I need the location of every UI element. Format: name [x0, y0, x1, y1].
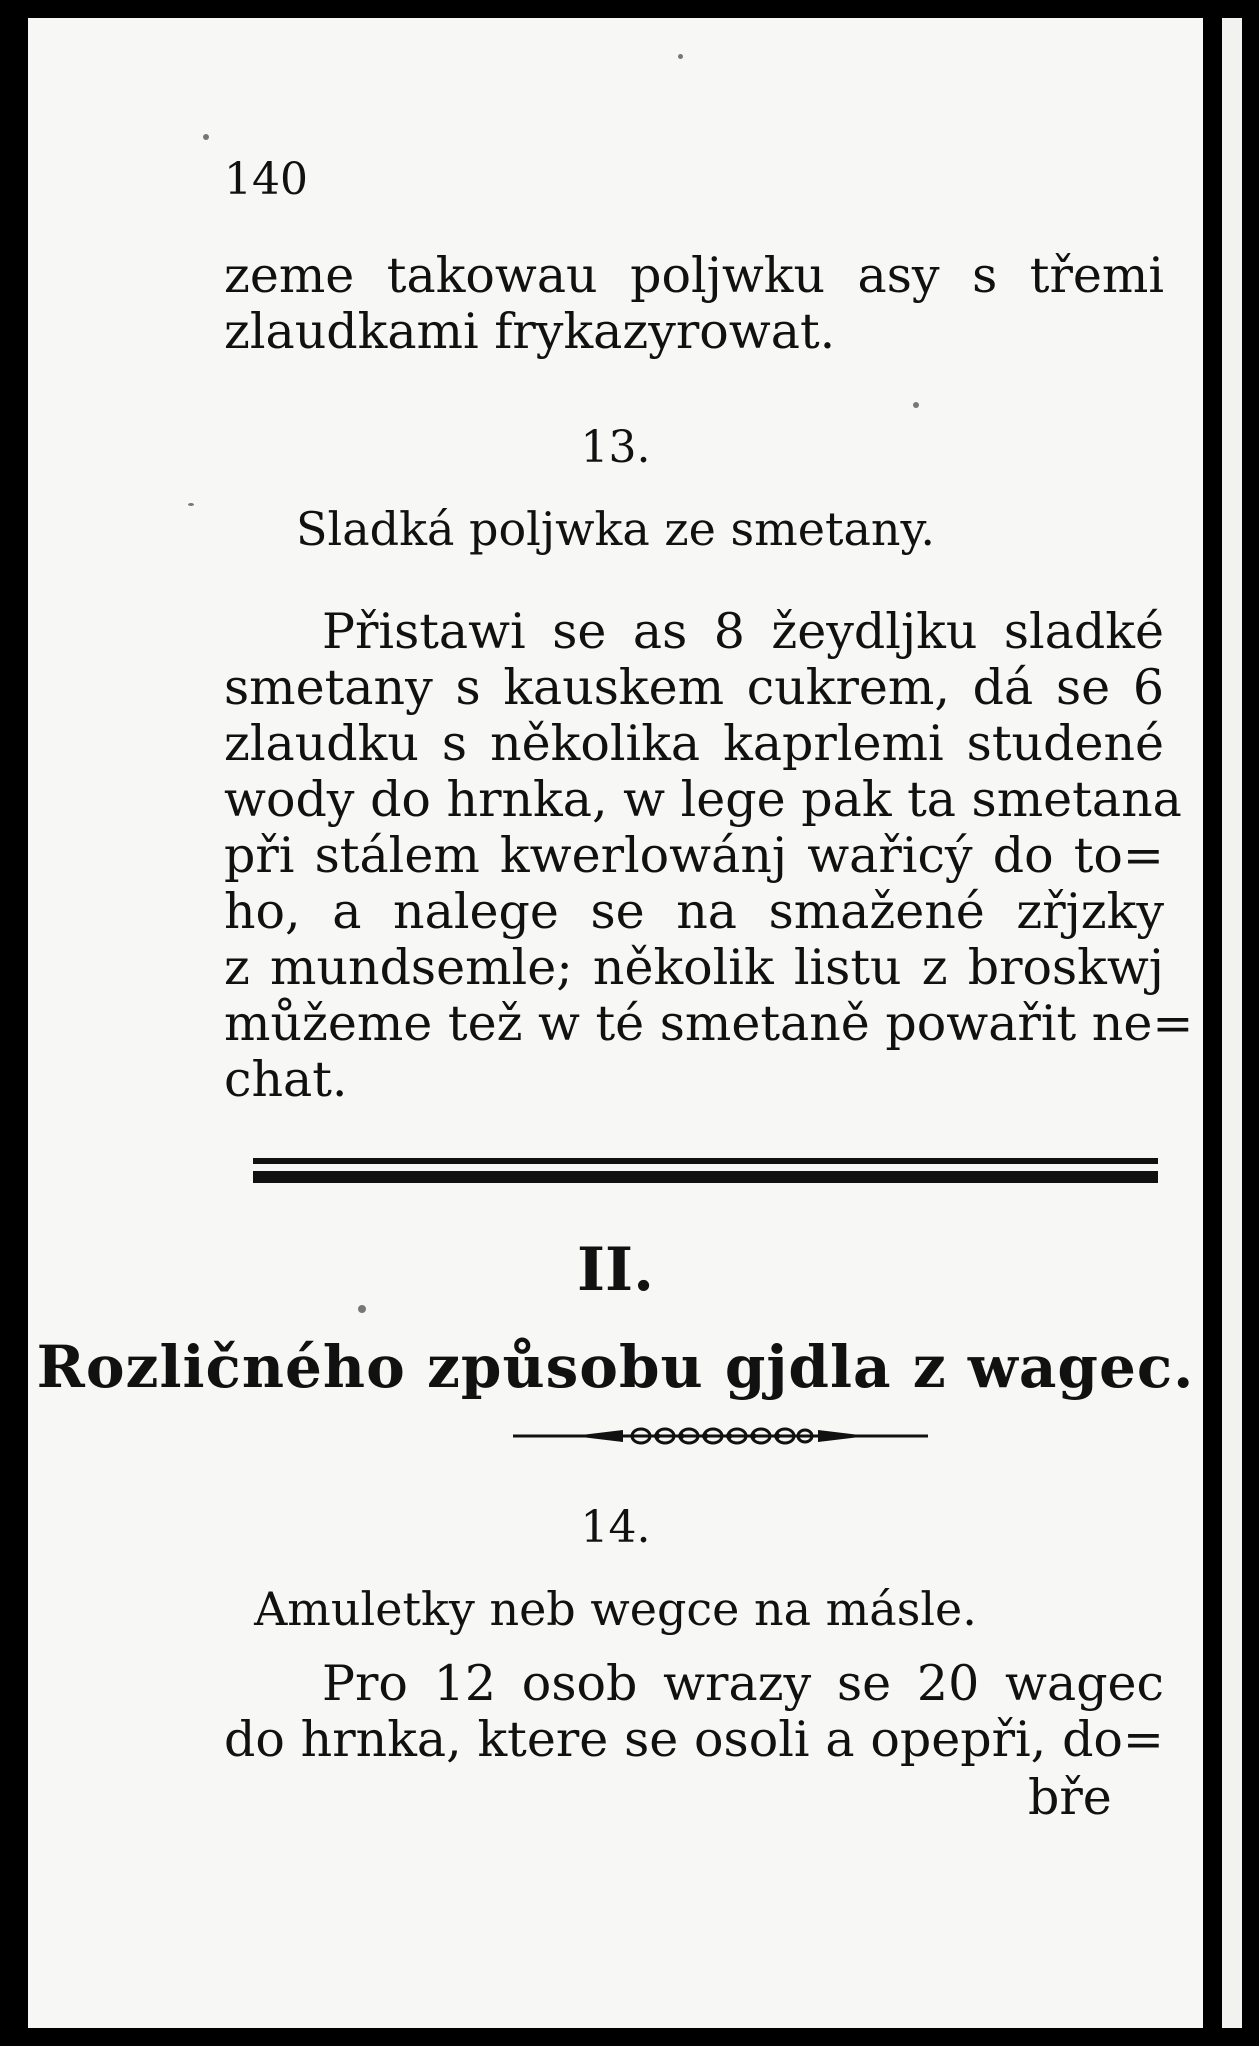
- page-paper: [28, 18, 1203, 2028]
- text-line: z mundsemle; několik listu z broskwj: [224, 939, 1164, 996]
- text-line: Pro 12 osob wrazy se 20 wagec: [322, 1655, 1164, 1712]
- double-rule-divider: [253, 1158, 1158, 1186]
- recipe-title-13: Sladká poljwka ze smetany.: [296, 502, 935, 556]
- paper-speck: [203, 134, 209, 140]
- text-line: do hrnka, ktere se osoli a opepři, do=: [224, 1711, 1164, 1768]
- recipe-13-text: [224, 603, 1194, 1108]
- paper-speck: [678, 54, 683, 59]
- text-line: zeme takowau poljwku asy s třemi: [224, 247, 1164, 304]
- text-line: při stálem kwerlowánj wařicý do to=: [224, 827, 1164, 884]
- recipe-title-14: Amuletky neb wegce na másle.: [254, 1582, 977, 1636]
- ornament-divider: [513, 1418, 928, 1454]
- text-line: chat.: [224, 1051, 348, 1108]
- facing-page-edge: [1222, 18, 1242, 2028]
- continuation-text: [224, 248, 1164, 360]
- paper-speck: [358, 1305, 366, 1313]
- page-number: 140: [224, 154, 308, 205]
- paper-speck: [913, 402, 919, 408]
- recipe-number-13: 13.: [580, 422, 651, 473]
- text-line: zlaudku s několika kaprlemi studené: [224, 715, 1164, 772]
- chapter-number: II.: [576, 1235, 655, 1305]
- text-line: zlaudkami frykazyrowat.: [224, 303, 836, 360]
- recipe-number-14: 14.: [580, 1502, 651, 1553]
- recipe-14-text: [224, 1656, 1164, 1768]
- text-line: smetany s kauskem cukrem, dá se 6: [224, 659, 1164, 716]
- paper-speck: [188, 503, 194, 506]
- catchword: bře: [1028, 1769, 1112, 1826]
- text-line: Přistawi se as 8 žeydljku sladké: [322, 603, 1164, 660]
- text-line: můžeme tež w té smetaně powařit ne=: [224, 995, 1194, 1052]
- text-line: wody do hrnka, w lege pak ta smetana: [224, 771, 1182, 828]
- text-line: ho, a nalege se na smažené zřjzky: [224, 883, 1164, 940]
- chapter-title: Rozličného způsobu gjdla z wagec.: [36, 1333, 1195, 1401]
